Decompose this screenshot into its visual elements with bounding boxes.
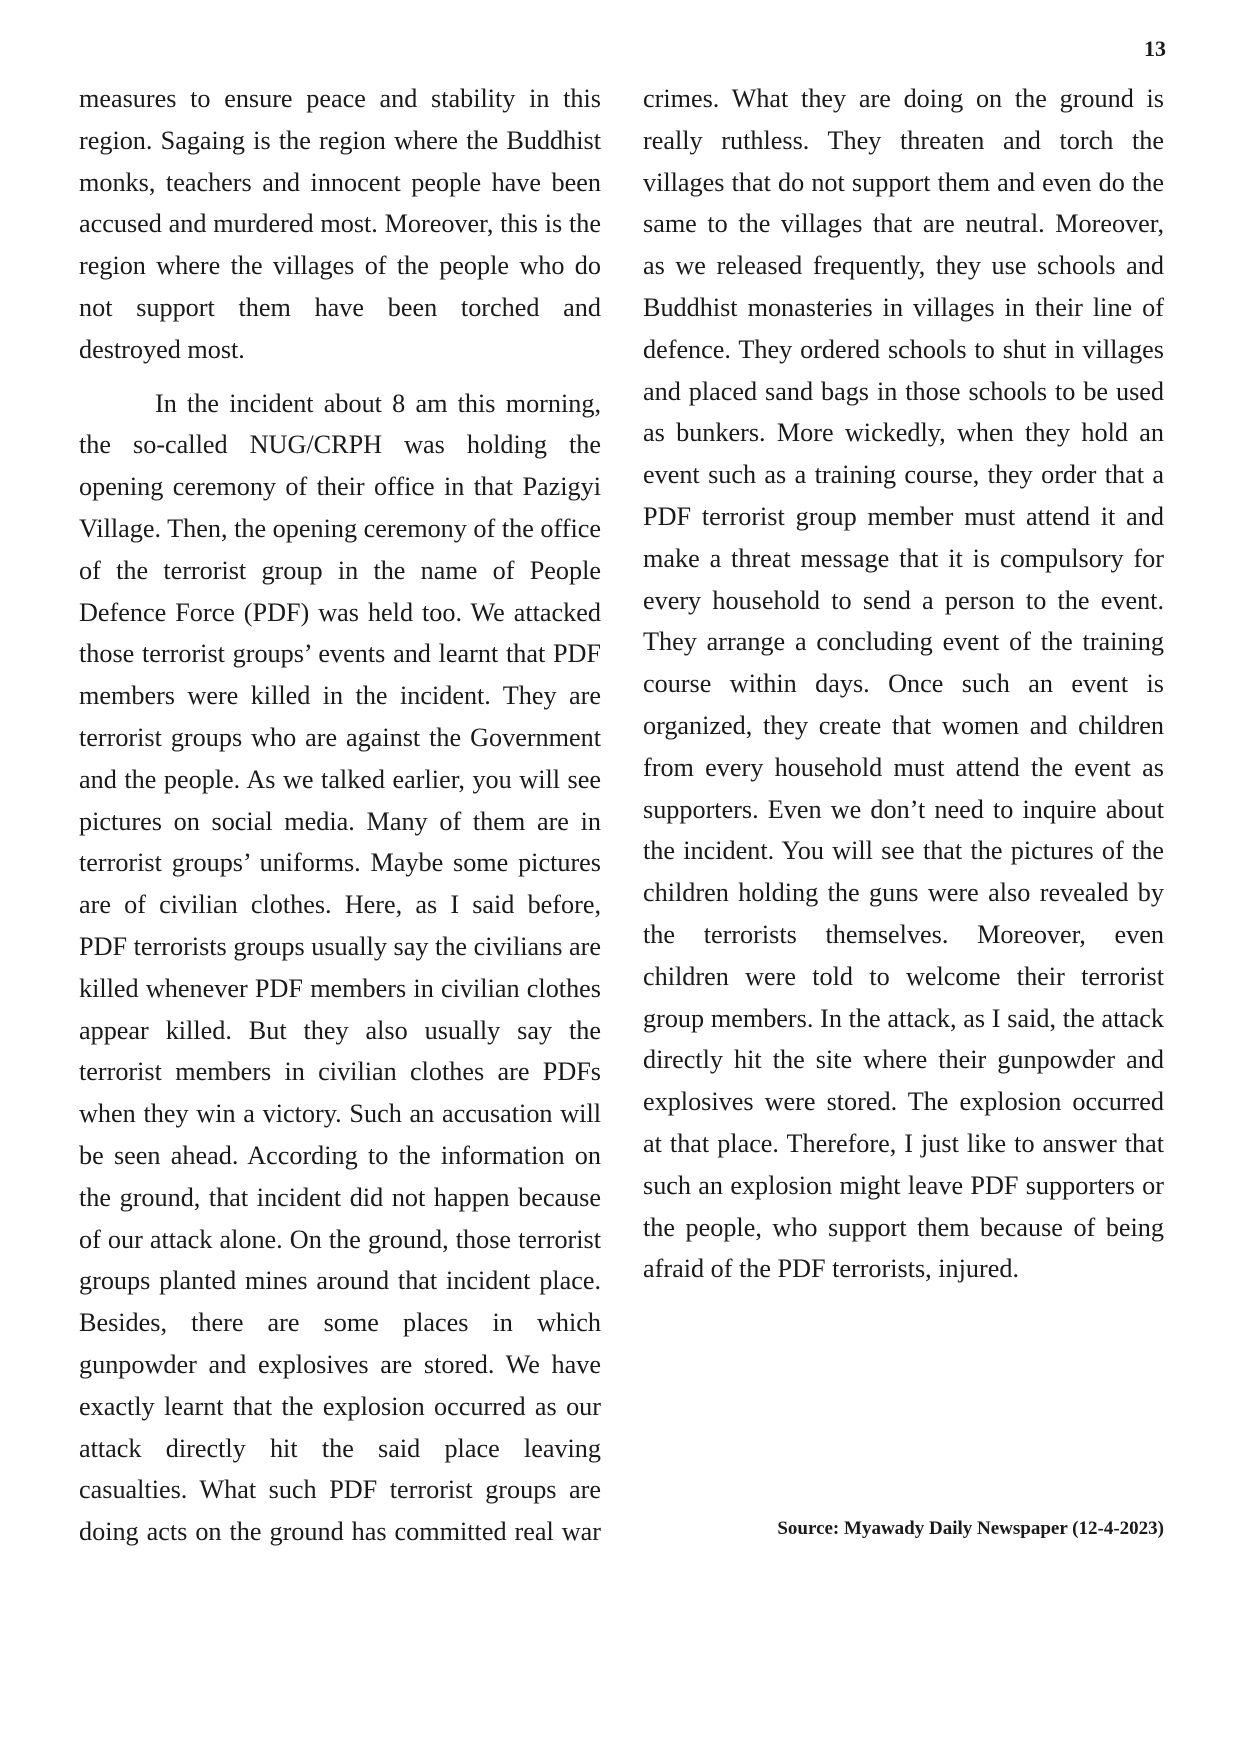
left-paragraph-2: In the incident about 8 am this morning, the so-called NUG/CRPH was holding the opening ceremony of their office in that Pazigyi Village. Then, the opening ceremony of the office of the terrorist group in the name of People Defence Force (PDF) was held too. We attacked those terrorist groups’ events and learnt that PDF members were killed in the incident. They are terrorist groups who are against the Government and the people. As we talked earlier, you will see pictures on social media. Many of them are in terrorist groups’ uniforms. Maybe some pictures are of civilian clothes. Here, as I said before, PDF terrorists groups usually say the civilians are killed whenever PDF members in civilian clothes appear killed. But they also usually say the terrorist members in civilian clothes are PDFs when they win a victory. Such an accusation will be seen ahead. According to the information on the ground, that incident did not happen because of our attack alone. On the ground, those terrorist groups planted mines around that incident place. Besides, there are some places in which gunpowder and explosives are stored. We have exactly learnt that the explosion occurred as our attack directly hit the said place leaving casualties. What such PDF terrorist groups are doing acts on the ground has committed real war xyxy=(79,388,601,1547)
right-paragraph-1: crimes. What they are doing on the ground is really ruthless. They threaten and torch the villages that do not support them and even do the same to the villages that are neutral. Moreover, as we released frequently, they use schools and Buddhist monasteries in villages in their line of defence. They ordered schools to shut in villages and placed sand bags in those schools to be used as bunkers. More wickedly, when they hold an event such as a training course, they order that a PDF terrorist group member must attend it and make a threat message that it is compulsory for every household to send a person to the event. They arrange a concluding event of the training course within days. Once such an event is organized, they create that women and children from every household must attend the event as supporters. Even we don’t need to inquire about the incident. You will see that the pictures of the children holding the guns were also revealed by the terrorists themselves. Moreover, even children were told to welcome their terrorist group members. In the attack, as I said, the attack directly hit the site where their gunpowder and explosives were stored. The explosion occurred at that place. Therefore, I just like to answer that such an explosion might leave PDF supporters or the people, who support them because of being afraid of the PDF terrorists, injured. xyxy=(643,84,1164,1284)
left-column xyxy=(79,78,601,1553)
right-column xyxy=(643,78,1164,1290)
left-paragraph-1: measures to ensure peace and stability in this region. Sagaing is the region where the Buddhist monks, teachers and innocent people have been accused and murdered most. Moreover, this is the region where the villages of the people who do not support them have been torched and destroyed most. xyxy=(79,84,601,364)
page-number: 13 xyxy=(1144,36,1166,61)
source-citation: Source: Myawady Daily Newspaper (12-4-2023) xyxy=(777,1518,1164,1539)
